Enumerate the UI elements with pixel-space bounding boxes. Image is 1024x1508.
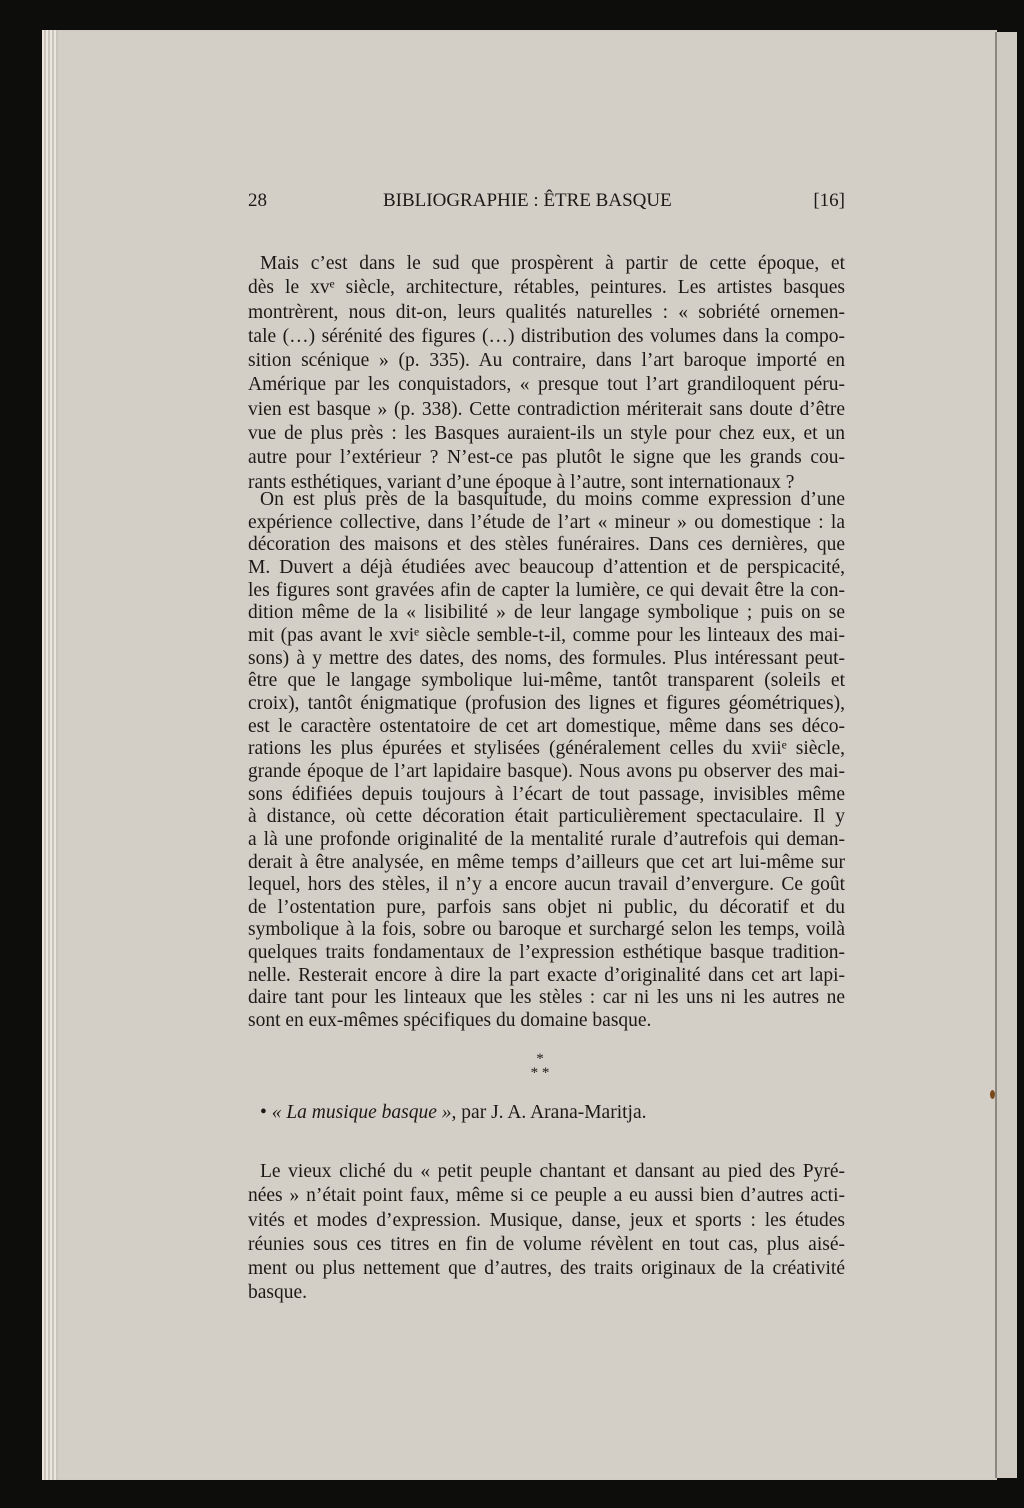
text-line: basque. [248,1282,308,1304]
page-edges [42,30,58,1480]
text-line: nelle. Resterait encore à dire la part exacte d’originalité dans cet art lapi- [248,964,845,986]
text-line: tale (…) sérénité des figures (…) distribution des volumes dans la compo- [248,325,845,347]
text-line: Mais c’est dans le sud que prospèrent à partir de cette époque, et [260,253,845,274]
margin-mark [990,1090,995,1099]
paragraph-3 [248,1160,845,1306]
book-gutter [995,32,997,1478]
text-line: sons) à y mettre des dates, des noms, des formules. Plus intéressant peut- [248,647,845,669]
text-line: lequel, hors des stèles, il n’y a encore aucun travail d’envergure. Ce goût [248,874,845,896]
section-ref: [16] [813,190,845,211]
text-line: daire tant pour les linteaux que les stèles : car ni les uns ni les autres ne [248,987,845,1009]
running-title: BIBLIOGRAPHIE : ÊTRE BASQUE [383,190,672,211]
section-separator [510,1052,570,1080]
review-entry-heading [260,1102,647,1124]
text-line: expérience collective, dans l’étude de l’art « mineur » ou domestique : la [248,511,845,533]
text-line: sition scénique » (p. 335). Au contraire, dans l’art baroque importé en [248,350,845,372]
text-line: nées » n’était point faux, même si ce peuple a eu aussi bien d’autres acti- [248,1185,845,1207]
entry-author: par J. A. Arana-Maritja. [456,1102,647,1123]
page-number: 28 [248,190,267,211]
entry-title: « La musique basque », [271,1102,457,1123]
text-line: dès le xvᵉ siècle, architecture, rétables, peintures. Les artistes basques [248,277,845,299]
paragraph-2 [248,489,845,1033]
text-line: les figures sont gravées afin de capter la lumière, ce qui devait être la con- [248,579,845,601]
paragraph-1 [248,252,845,495]
text-line: autre pour l’extérieur ? N’est-ce pas plutôt le signe que les grands cou- [248,447,845,469]
text-line: grande époque de l’art lapidaire basque). Nous avons pu observer des mai- [248,760,845,782]
bullet: • [260,1102,267,1123]
text-line: de l’ostentation pure, parfois sans objet ni public, du décoratif et du [248,896,845,918]
text-line: vien est basque » (p. 338). Cette contradiction mériterait sans doute d’être [248,398,845,420]
text-line: quelques traits fondamentaux de l’expression esthétique basque tradition- [248,942,845,964]
separator-stars-bottom: * * [530,1065,550,1081]
text-line: On est plus près de la basquitude, du moins comme expression d’une [260,489,845,510]
running-header [248,190,845,216]
text-line: symbolique à la fois, sobre ou baroque et surchargé selon les temps, voilà [248,919,845,941]
text-line: a là une profonde originalité de la mentalité rurale d’autrefois qui deman- [248,828,845,850]
text-line: montrèrent, nous dit-on, leurs qualités naturelles : « sobriété ornemen- [248,301,845,323]
facing-page-edge [997,32,1017,1478]
text-line: vue de plus près : les Basques auraient-ils un style pour chez eux, et un [248,423,845,445]
text-line: à distance, où cette décoration était particulièrement spectaculaire. Il y [248,806,845,828]
text-line: M. Duvert a déjà étudiées avec beaucoup d’attention et de perspicacité, [248,556,845,578]
text-line: sons édifiées depuis toujours à l’écart de tout passage, invisibles même [248,783,845,805]
text-line: ment ou plus nettement que d’autres, des traits originaux de la créativité [248,1258,845,1280]
text-line: mit (pas avant le xviᵉ siècle semble-t-il, comme pour les linteaux des mai- [248,624,845,646]
text-line: derait à être analysée, en même temps d’ailleurs que cet art lui-même sur [248,851,845,873]
text-line: Le vieux cliché du « petit peuple chantant et dansant au pied des Pyré- [260,1161,845,1182]
text-line: décoration des maisons et des stèles funéraires. Dans ces dernières, que [248,534,845,556]
text-line: est le caractère ostentatoire de cet art domestique, même dans ses déco- [248,715,845,737]
text-line: sont en eux-mêmes spécifiques du domaine basque. [248,1010,652,1032]
separator-star-top: * [536,1051,544,1067]
text-line: rations les plus épurées et stylisées (généralement celles du xviiᵉ siècle, [248,738,845,760]
text-line: être que le langage symbolique lui-même, tantôt transparent (soleils et [248,670,845,692]
text-line: vités et modes d’expression. Musique, danse, jeux et sports : les études [248,1209,845,1231]
text-line: dition même de la « lisibilité » de leur langage symbolique ; puis on se [248,602,845,624]
text-line: rants esthétiques, variant d’une époque à l’autre, sont internationaux ? [248,471,795,493]
text-line: Amérique par les conquistadors, « presque tout l’art grandiloquent péru- [248,374,845,396]
text-line: réunies sous ces titres en fin de volume révèlent en tout cas, plus aisé- [248,1233,845,1255]
text-line: croix), tantôt énigmatique (profusion des lignes et figures géométriques), [248,692,845,714]
